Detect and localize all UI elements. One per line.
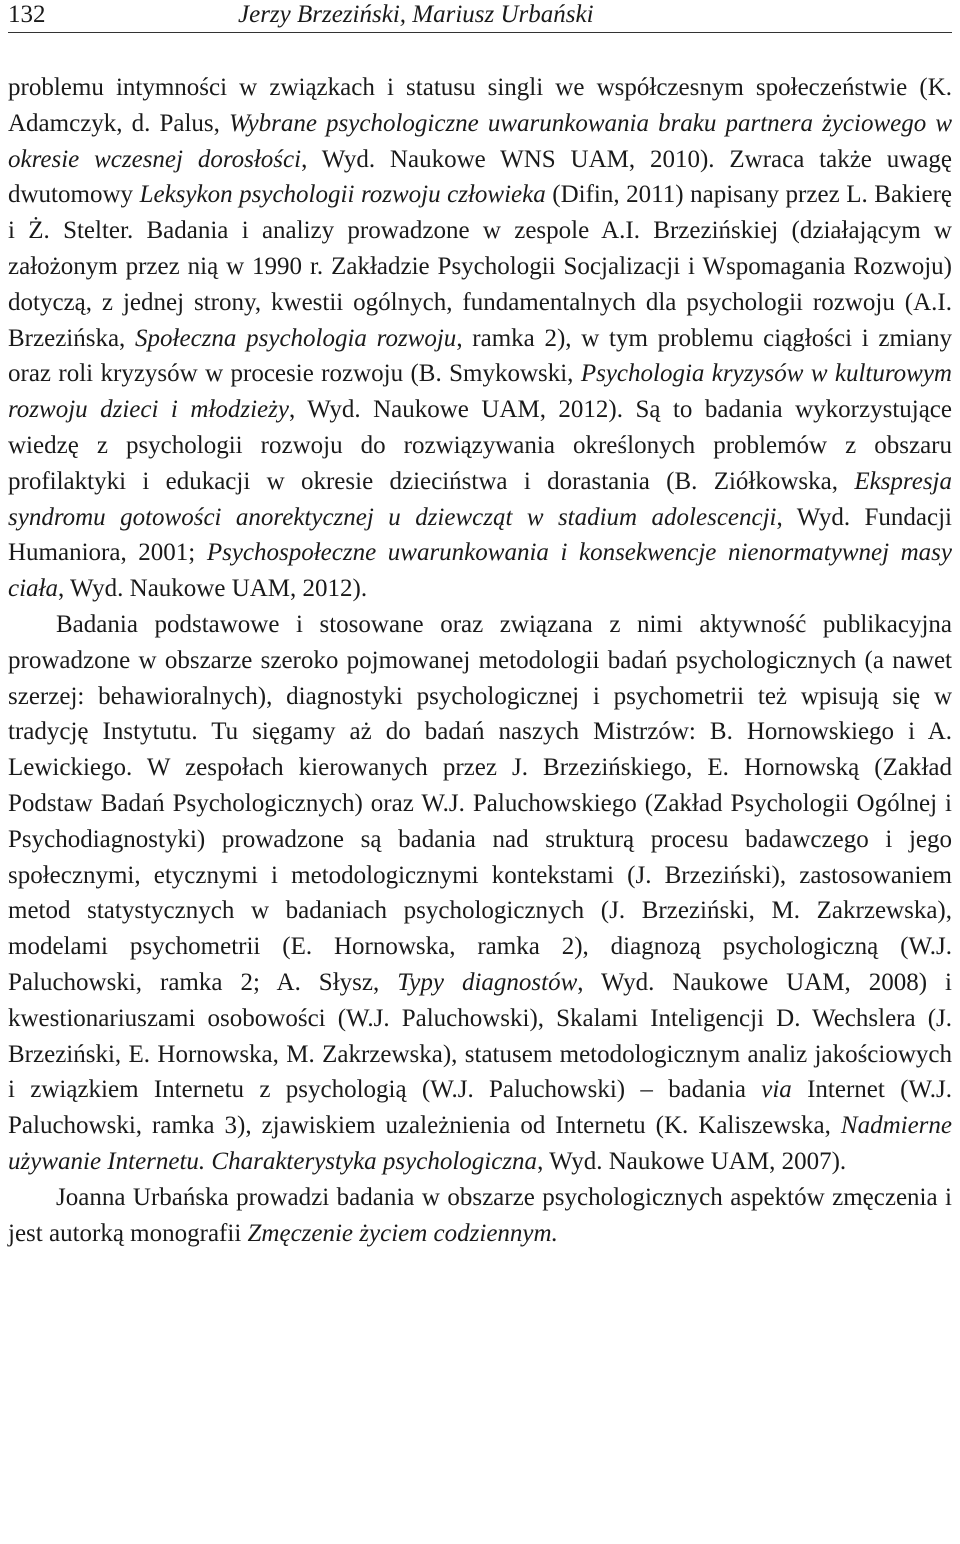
text-run: , Wyd. Naukowe UAM, 2008) i kwestionariuszami osobowości (W.J. Paluchowski), Skalami Inteligencji D. Wechslera (J. Brzeziński, E. Hornowska, M. Zakrzewska), statusem metodologicznym analiz jakościowych i związkiem Internetu z psychologią (W.J. Paluchowski) – badania — [8, 968, 952, 1104]
italic-title-run: Zmęczenie życiem codziennym. — [247, 1219, 558, 1247]
text-run: , Wyd. Naukowe WNS UAM, 2010). Zwraca także uwagę dwutomowy — [8, 145, 952, 209]
paragraph-3 — [8, 1180, 952, 1252]
italic-title-run: via — [761, 1076, 792, 1104]
paragraph-1 — [8, 70, 952, 607]
text-run: Internet (W.J. Paluchowski, ramka 3), zjawiskiem uzależnienia od Internetu (K. Kaliszewska, — [8, 1076, 952, 1140]
italic-title-run: Wybrane psychologiczne uwarunkowania braku partnera życiowego w okresie wczesnej dorosłości — [8, 109, 952, 173]
text-run: (Difin, 2011) napisany przez L. Bakierę i Ż. Stelter. Badania i analizy prowadzone w zespole A.I. Brzezińskiej (działającym w założonym przez nią w 1990 r. Zakładzie Psychologii Socjalizacji i Wspomagania Rozwoju) dotyczą, z jednej strony, kwestii ogólnych, fundamentalnych dla psychologii rozwoju (A.I. Brzezińska, — [8, 181, 953, 352]
italic-title-run: Ekspresja syndromu gotowości anorektycznej u dziewcząt w stadium adolescencji — [8, 467, 952, 531]
text-run: , Wyd. Fundacji Humaniora, 2001; — [8, 503, 952, 567]
text-run: problemu intymności w związkach i statusu singli we współczesnym społeczeństwie (K. Adamczyk, d. Palus, — [8, 74, 952, 137]
italic-title-run: Psychologia kryzysów w kulturowym rozwoju dzieci i młodzieży — [8, 360, 952, 424]
text-run: , Wyd. Naukowe UAM, 2012). — [58, 575, 368, 603]
page-number: 132 — [8, 1, 46, 28]
text-run: , Wyd. Naukowe UAM, 2007). — [537, 1147, 847, 1175]
body-text — [8, 70, 952, 1251]
text-run: , ramka 2), w tym problemu ciągłości i zmiany oraz roli kryzysów w procesie rozwoju (B. Smykowski, — [8, 324, 952, 388]
italic-title-run: Leksykon psychologii rozwoju człowieka — [139, 181, 546, 209]
italic-title-run: Nadmierne używanie Internetu. Charakterystyka psychologiczna — [8, 1112, 952, 1175]
running-head: Jerzy Brzeziński, Mariusz Urbański — [238, 1, 594, 28]
text-run: Joanna Urbańska prowadzi badania w obszarze psychologicznych aspektów zmęczenia i jest autorką monografii — [8, 1183, 952, 1247]
italic-title-run: Społeczna psychologia rozwoju — [135, 324, 457, 352]
text-run: Badania podstawowe i stosowane oraz związana z nimi aktywność publikacyjna prowadzone w obszarze szeroko pojmowanej metodologii badań psychologicznych (a nawet szerzej: behawioralnych), diagnostyki psychologicznej i psychometrii też wpisują się w tradycję Instytutu. Tu sięgamy aż do badań naszych Mistrzów: B. Hornowskiego i A. Lewickiego. W zespołach kierowanych przez J. Brzezińskiego, E. Hornowską (Zakład Podstaw Badań Psychologicznych) oraz W.J. Paluchowskiego (Zakład Psychologii Ogólnej i Psychodiagnostyki) prowadzone są badania nad strukturą procesu badawczego i jego społecznymi, etycznymi i metodologicznymi kontekstami (J. Brzeziński), zastosowaniem metod statystycznych w badaniach psychologicznych (J. Brzeziński, M. Zakrzewska), modelami psychometrii (E. Hornowska, ramka 2), diagnozą psychologiczną (W.J. Paluchowski, ramka 2; A. Słysz, — [8, 610, 952, 996]
text-run: , Wyd. Naukowe UAM, 2012). Są to badania wykorzystujące wiedzę z psychologii rozwoju do rozwiązywania określonych problemów z obszaru profilaktyki i edukacji w okresie dzieciństwa i dorastania (B. Ziółkowska, — [8, 396, 953, 495]
paragraph-2 — [8, 607, 952, 1180]
italic-title-run: Psychospołeczne uwarunkowania i konsekwencje nienormatywnej masy ciała — [8, 539, 952, 603]
italic-title-run: Typy diagnostów — [397, 968, 578, 996]
page-header — [8, 0, 952, 33]
